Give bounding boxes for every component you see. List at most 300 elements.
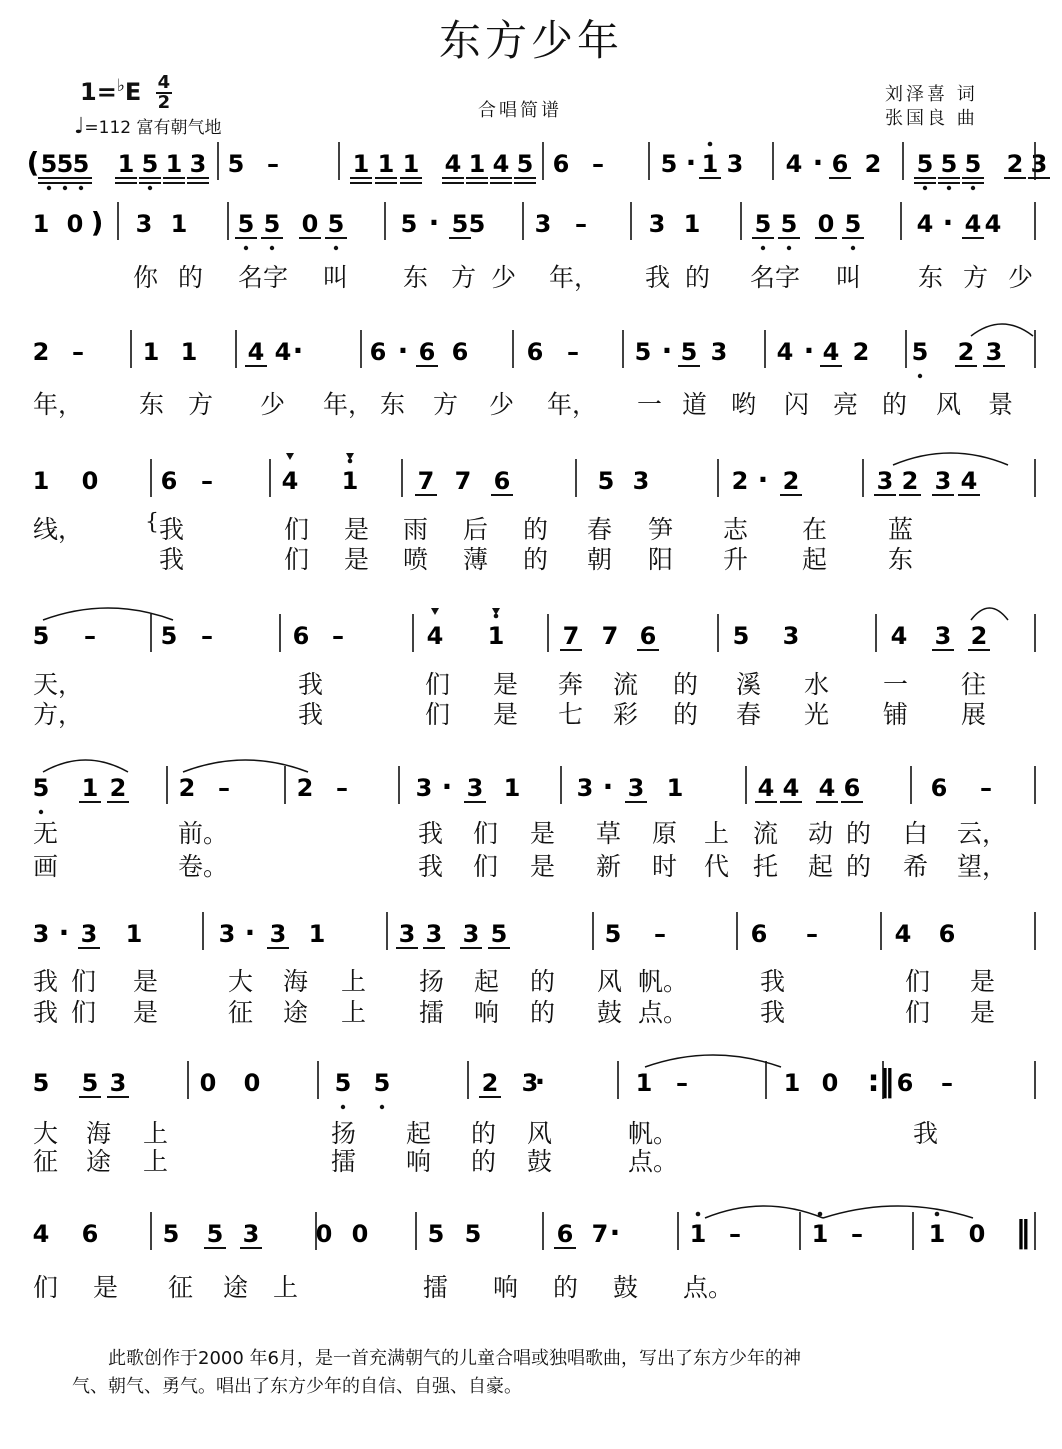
low-octave-dot xyxy=(851,246,855,250)
low-octave-dot xyxy=(270,246,274,250)
measure xyxy=(297,774,348,802)
lyric-syllable: 途 xyxy=(86,1147,112,1176)
low-octave-dot xyxy=(787,246,791,250)
note: · xyxy=(441,770,453,803)
note: 4 xyxy=(964,210,982,238)
lyric-syllable: 响 xyxy=(474,998,500,1027)
measure xyxy=(428,1220,482,1248)
measure xyxy=(396,920,510,948)
measure xyxy=(416,770,521,803)
lyric-syllable: 们 xyxy=(473,852,499,881)
low-octave-dot xyxy=(947,186,951,190)
measure xyxy=(527,338,579,366)
lyric-syllable: 是 xyxy=(493,700,519,729)
lyric-line-2 xyxy=(33,847,1035,881)
lyric-syllable: 擂 xyxy=(423,1273,449,1302)
measure xyxy=(143,338,198,366)
low-octave-dot xyxy=(761,246,765,250)
lyric-syllable: 年， xyxy=(549,263,600,292)
lyric-syllable: 上 xyxy=(704,819,730,848)
lyric-line-2 xyxy=(33,695,1035,729)
measure xyxy=(929,1212,1031,1250)
lyric-syllable: 水 xyxy=(804,670,830,699)
lyric-syllable: 海 xyxy=(283,967,309,996)
note: 5 xyxy=(334,1069,352,1097)
lyric-syllable: 展 xyxy=(961,700,987,729)
note: – xyxy=(218,774,230,802)
lyric-syllable: 我 xyxy=(159,545,185,574)
note: 3 xyxy=(398,920,416,948)
note: – xyxy=(72,338,84,366)
lyric-syllable: 亮 xyxy=(833,390,859,419)
note: 6 xyxy=(552,150,570,178)
lyric-syllable: 方， xyxy=(33,700,84,729)
note: 6 xyxy=(896,1069,914,1097)
lyric-syllable: 方 xyxy=(963,263,989,292)
note: 7 xyxy=(601,622,619,650)
measure xyxy=(293,622,344,650)
lyric-syllable: 起 xyxy=(802,545,828,574)
lyric-syllable: 一 xyxy=(883,670,909,699)
tempo-marking xyxy=(74,113,222,139)
quarter-note-icon: ♩ xyxy=(74,114,85,139)
lyric-syllable: 们 xyxy=(905,967,931,996)
measure xyxy=(33,774,129,814)
key-prefix: 1= xyxy=(80,78,117,106)
measure xyxy=(755,774,863,802)
lyric-syllable: 的 xyxy=(530,998,556,1027)
lyric-syllable: 点。 xyxy=(638,998,689,1027)
lyric-syllable: 是 xyxy=(133,998,159,1027)
notation-row xyxy=(33,610,1035,662)
measure xyxy=(577,770,684,803)
notation-row xyxy=(33,326,1035,378)
note: 2 xyxy=(178,774,196,802)
note: 5 xyxy=(597,467,615,495)
lyric-syllable: 望， xyxy=(957,852,1008,881)
note: 5 xyxy=(162,1220,180,1248)
note: – xyxy=(676,1069,688,1097)
lyric-syllable: 扬 xyxy=(331,1119,357,1148)
note: – xyxy=(851,1220,863,1248)
footnote xyxy=(72,1345,1032,1401)
measure xyxy=(282,453,359,495)
low-octave-dot xyxy=(971,186,975,190)
note: 4 xyxy=(890,622,908,650)
lyric-syllable: 我 xyxy=(760,998,786,1027)
notation-row xyxy=(33,198,1035,250)
lyric-line-1 xyxy=(33,814,1035,848)
note: 4 xyxy=(984,210,1002,238)
lyric-syllable: 的 xyxy=(685,263,711,292)
lyric-syllable: 风 xyxy=(597,967,623,996)
note: 1 xyxy=(341,467,359,495)
slur-tie xyxy=(971,608,1008,620)
note: 3 xyxy=(627,774,645,802)
note: – xyxy=(729,1220,741,1248)
note: 2 xyxy=(109,774,127,802)
accent-mark-icon xyxy=(286,453,294,460)
note: 7 xyxy=(454,467,472,495)
accent-mark-icon xyxy=(431,608,439,615)
note: 6 xyxy=(292,622,310,650)
note: :‖ xyxy=(867,1064,895,1099)
measure xyxy=(917,206,1002,239)
measure xyxy=(554,1216,620,1249)
note: 7 xyxy=(591,1220,609,1248)
lyric-syllable: 擂 xyxy=(419,998,445,1027)
note: 5 xyxy=(604,920,622,948)
note: 3 xyxy=(576,774,594,802)
lyric-syllable: 上 xyxy=(341,998,367,1027)
note: 5 xyxy=(916,150,934,178)
note: – xyxy=(336,774,348,802)
note: 1 xyxy=(683,210,701,238)
note: 6 xyxy=(639,622,657,650)
lyric-syllable: 我 xyxy=(298,670,324,699)
lyric-syllable: 的 xyxy=(673,670,699,699)
tempo-text: =112 富有朝气地 xyxy=(84,118,222,138)
measure xyxy=(479,1065,545,1098)
lyric-syllable: 的 xyxy=(882,390,908,419)
lyric-syllable: 的 xyxy=(846,852,872,881)
lyric-syllable: 的 xyxy=(523,545,549,574)
low-octave-dot xyxy=(63,186,67,190)
flat-sign: ♭ xyxy=(116,76,125,96)
lyric-syllable: 擂 xyxy=(331,1147,357,1176)
low-octave-dot xyxy=(47,186,51,190)
lyric-syllable: 是 xyxy=(970,998,996,1027)
lyric-syllable: 画 xyxy=(33,852,59,881)
lyricist: 刘泽喜 词 xyxy=(885,84,978,105)
note: 3 xyxy=(189,150,207,178)
measure xyxy=(33,1069,129,1097)
lyric-syllable: 我 xyxy=(33,967,59,996)
lyric-syllable: 大 xyxy=(33,1119,59,1148)
note: 1 xyxy=(165,150,183,178)
lyric-syllable: 上 xyxy=(143,1147,169,1176)
measure xyxy=(228,150,279,178)
notation-row xyxy=(33,1208,1035,1260)
note: 5 xyxy=(81,1069,99,1097)
lyric-syllable: 上 xyxy=(143,1119,169,1148)
lyric-syllable: 起 xyxy=(808,852,834,881)
lyric-syllable: 名字 xyxy=(750,263,801,292)
note: · xyxy=(609,1216,621,1249)
lyric-syllable: 响 xyxy=(406,1147,432,1176)
measure xyxy=(931,774,992,802)
lyric-syllable: 的 xyxy=(530,967,556,996)
note: 2 xyxy=(32,338,50,366)
lyric-syllable: 少 xyxy=(260,390,286,419)
lyric-syllable: 征 xyxy=(168,1273,194,1302)
lyric-syllable: 起 xyxy=(474,967,500,996)
note: 0 xyxy=(81,467,99,495)
note: – xyxy=(567,338,579,366)
lyric-syllable: 阳 xyxy=(648,545,674,574)
note: 3 xyxy=(1030,150,1048,178)
low-octave-dot xyxy=(79,186,83,190)
note: 1 xyxy=(503,774,521,802)
note: – xyxy=(592,150,604,178)
note: 5 xyxy=(263,210,281,238)
time-signature-top: 4 xyxy=(157,72,171,93)
note: · xyxy=(757,463,769,496)
measure xyxy=(350,150,536,183)
measure xyxy=(914,150,1050,190)
lyric-syllable: 彩 xyxy=(613,700,639,729)
key-signature xyxy=(80,74,172,112)
note: 5 xyxy=(40,150,58,178)
lyric-syllable: 叫 xyxy=(836,263,862,292)
note: 1 xyxy=(125,920,143,948)
measure xyxy=(401,206,486,239)
lyric-syllable: 我 xyxy=(645,263,671,292)
lyric-syllable: 喷 xyxy=(403,545,429,574)
lyric-syllable: 东 xyxy=(888,545,914,574)
note: 6 xyxy=(160,467,178,495)
lyric-syllable: 是 xyxy=(493,670,519,699)
high-octave-dot xyxy=(708,142,713,147)
key-note: E xyxy=(124,78,142,106)
measure xyxy=(33,916,143,949)
note: · xyxy=(812,146,824,179)
measure xyxy=(235,210,347,250)
measure xyxy=(161,622,213,650)
note: 4 xyxy=(776,338,794,366)
lyric-line-1 xyxy=(33,1268,1035,1302)
note: 3 xyxy=(80,920,98,948)
note: 3 xyxy=(462,920,480,948)
measure xyxy=(752,210,864,250)
lyric-syllable: 时 xyxy=(652,852,678,881)
note: 4 xyxy=(247,338,265,366)
note: 0 xyxy=(968,1220,986,1248)
lyric-syllable: 途 xyxy=(223,1273,249,1302)
note: 3 xyxy=(425,920,443,948)
lyric-line-2 xyxy=(33,540,1035,574)
lyric-syllable: 鼓 xyxy=(613,1273,639,1302)
note: 2 xyxy=(782,467,800,495)
lyric-syllable: 是 xyxy=(530,852,556,881)
measure xyxy=(733,622,800,650)
lyric-syllable: 代 xyxy=(704,852,730,881)
high-octave-dot xyxy=(935,1212,940,1217)
lyric-syllable: 朝 xyxy=(587,545,613,574)
measure xyxy=(895,920,956,948)
note: 4 xyxy=(32,1220,50,1248)
composer: 张国良 曲 xyxy=(885,108,978,129)
lyric-syllable: 是 xyxy=(970,967,996,996)
measure xyxy=(33,622,96,650)
lyric-syllable: 东 xyxy=(139,390,165,419)
note: 0 xyxy=(315,1220,333,1248)
notation-row xyxy=(33,1057,1035,1109)
notation-row xyxy=(26,138,1048,190)
note: 1 xyxy=(402,150,420,178)
lyric-syllable: 白 xyxy=(903,819,929,848)
measure xyxy=(553,150,604,178)
note: 3 xyxy=(242,1220,260,1248)
lyric-syllable: 少 xyxy=(1008,263,1034,292)
measure xyxy=(415,467,513,495)
measure xyxy=(33,206,104,239)
lyric-syllable: 后 xyxy=(463,515,489,544)
note: 5 xyxy=(754,210,772,238)
measure xyxy=(874,467,980,495)
note: 1 xyxy=(32,467,50,495)
lyric-syllable: 方 xyxy=(188,390,214,419)
lyric-syllable: 在 xyxy=(802,515,828,544)
lyric-syllable: 东 xyxy=(403,263,429,292)
low-octave-dot xyxy=(918,374,922,378)
measure xyxy=(661,142,744,179)
lyric-syllable: 线， xyxy=(33,515,84,544)
note: 5 xyxy=(464,1220,482,1248)
measure xyxy=(732,463,802,496)
low-octave-dot xyxy=(334,246,338,250)
note: 3 xyxy=(415,774,433,802)
lyric-syllable: 们 xyxy=(425,670,451,699)
lyric-syllable: 流 xyxy=(613,670,639,699)
measure xyxy=(598,467,650,495)
note: – xyxy=(654,920,666,948)
note: 5 xyxy=(940,150,958,178)
notation-row xyxy=(33,908,1035,960)
note: 1 xyxy=(811,1220,829,1248)
lyric-syllable: 征 xyxy=(33,1147,59,1176)
note: 1 xyxy=(928,1220,946,1248)
lyric-line-1 xyxy=(33,258,1035,292)
note: – xyxy=(980,774,992,802)
lyric-syllable: 少 xyxy=(491,263,517,292)
lyric-syllable: 鼓 xyxy=(597,998,623,1027)
measure xyxy=(33,467,99,495)
note: 0 xyxy=(199,1069,217,1097)
lyric-syllable: 大 xyxy=(228,967,254,996)
accent-mark-icon xyxy=(492,608,500,615)
slur-tie xyxy=(183,760,308,772)
lyric-syllable: 征 xyxy=(228,998,254,1027)
note: 0 xyxy=(243,1069,261,1097)
lyric-syllable: 托 xyxy=(753,852,779,881)
lyric-syllable: 们 xyxy=(473,819,499,848)
note: · xyxy=(244,916,256,949)
lyric-syllable: 的 xyxy=(553,1273,579,1302)
note: 5 xyxy=(911,338,929,366)
lyric-syllable: 流 xyxy=(753,819,779,848)
note: 5 xyxy=(490,920,508,948)
note: 1 xyxy=(142,338,160,366)
lyric-syllable: 我 xyxy=(913,1119,939,1148)
note: 5 xyxy=(964,150,982,178)
note: 0 xyxy=(66,210,84,238)
note: · xyxy=(685,146,697,179)
slur-tie xyxy=(43,760,128,772)
note: 5 xyxy=(206,1220,224,1248)
lyric-syllable: 们 xyxy=(425,700,451,729)
lyric-line-1 xyxy=(33,1114,1035,1148)
lyric-syllable: 东 xyxy=(380,390,406,419)
lyric-syllable: 春 xyxy=(587,515,613,544)
lyric-syllable: 笋 xyxy=(648,515,674,544)
lyric-syllable: 新 xyxy=(596,852,622,881)
note: 1 xyxy=(666,774,684,802)
note: 3 xyxy=(648,210,666,238)
note: 1 xyxy=(783,1069,801,1097)
lyric-syllable: 年， xyxy=(33,390,84,419)
slur-tie xyxy=(705,1206,823,1218)
note: 3 xyxy=(534,210,552,238)
note: 5 xyxy=(634,338,652,366)
score-subtitle: 合唱简谱 xyxy=(478,100,562,121)
note: 6 xyxy=(493,467,511,495)
lyric-syllable: 往 xyxy=(961,670,987,699)
note: 5 xyxy=(56,150,74,178)
note: 5 xyxy=(680,338,698,366)
note: 5 xyxy=(516,150,534,178)
note: 6 xyxy=(831,150,849,178)
lyric-syllable: 我 xyxy=(418,819,444,848)
note: 4 xyxy=(894,920,912,948)
lyric-syllable: 的 xyxy=(178,263,204,292)
lyric-syllable: 鼓 xyxy=(527,1147,553,1176)
lyric-syllable: 天， xyxy=(33,670,84,699)
lyric-syllable: 年， xyxy=(323,390,374,419)
lyric-syllable: 我 xyxy=(760,967,786,996)
note: 3 xyxy=(726,150,744,178)
note: 1 xyxy=(468,150,486,178)
credits xyxy=(885,83,978,131)
lyric-syllable: 们 xyxy=(71,998,97,1027)
note: 6 xyxy=(843,774,861,802)
note: 4 xyxy=(960,467,978,495)
measure xyxy=(912,338,1005,378)
footnote-line-2: 气、朝气、勇气。唱出了东方少年的自信、自强、自豪。 xyxy=(72,1376,522,1397)
note: · xyxy=(58,916,70,949)
measure xyxy=(690,1212,741,1248)
lyric-syllable: 闪 xyxy=(784,390,810,419)
note: 1 xyxy=(81,774,99,802)
note: 6 xyxy=(750,920,768,948)
note: 2 xyxy=(852,338,870,366)
lyric-syllable: 无 xyxy=(33,819,59,848)
measure xyxy=(897,1069,953,1097)
low-octave-dot xyxy=(380,1105,384,1109)
lyric-syllable: 起 xyxy=(406,1119,432,1148)
note: – xyxy=(806,920,818,948)
note: 0 xyxy=(817,210,835,238)
note: 0 xyxy=(301,210,319,238)
accent-mark-icon xyxy=(346,453,354,460)
low-octave-dot xyxy=(923,186,927,190)
note: 5 xyxy=(237,210,255,238)
lyric-brace: { xyxy=(145,510,159,535)
lyric-syllable: 帆。 xyxy=(638,967,689,996)
lyric-line-2 xyxy=(33,993,1035,1027)
lyric-syllable: 蓝 xyxy=(888,515,914,544)
lyric-syllable: 点。 xyxy=(628,1147,679,1176)
lyric-syllable: 方 xyxy=(433,390,459,419)
note: 2 xyxy=(481,1069,499,1097)
note: ( xyxy=(26,146,40,179)
measure xyxy=(335,1069,391,1109)
note: 5 xyxy=(32,1069,50,1097)
measure xyxy=(219,916,326,949)
song-title: 东方少年 xyxy=(438,16,623,65)
note: · xyxy=(803,334,815,367)
lyric-syllable: 东 xyxy=(918,263,944,292)
